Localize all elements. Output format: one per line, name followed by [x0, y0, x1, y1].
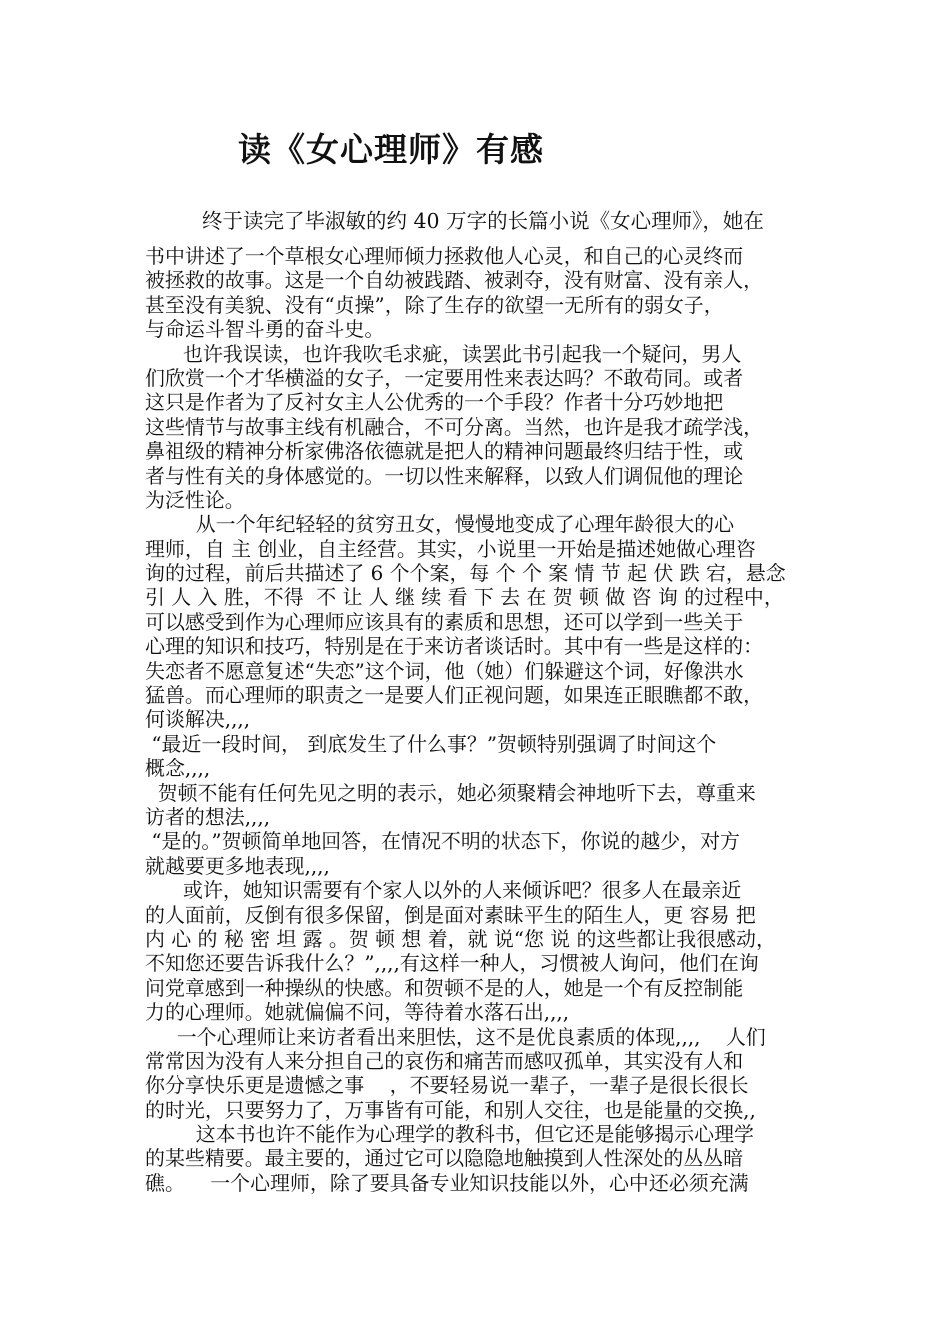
- text-line: 你分享快乐更是遗憾之事 ，不要轻易说一辈子，一辈子是很长很长: [145, 1073, 749, 1098]
- text-line: 者与性有关的身体感觉的。一切以性来解释，以致人们调侃他的理论: [145, 463, 744, 488]
- text-line: 这本书也许不能作为心理学的教科书，但它还是能够揭示心理学: [145, 1122, 754, 1147]
- text-line: 力的心理师。她就偏偏不问，等待着水落石出,,,,: [145, 1000, 570, 1025]
- text-line: 询的过程，前后共描述了 6 个个案，每 个 个 案 情 节 起 伏 跌 宕，悬念: [145, 561, 786, 586]
- text-line: 从一个年纪轻轻的贫穷丑女，慢慢地变成了心理年龄很大的心: [145, 512, 735, 537]
- text-line: 鼻祖级的精神分析家佛洛依德就是把人的精神问题最终归结于性，或: [145, 439, 744, 464]
- text-line: 贺顿不能有任何先见之明的表示，她必须聚精会神地听下去，尊重来: [145, 780, 756, 805]
- text-line: 们欣赏一个才华横溢的女子，一定要用性来表达吗？不敢苟同。或者: [145, 365, 744, 390]
- text-line: 的某些精要。最主要的，通过它可以隐隐地触摸到人性深处的丛丛暗: [145, 1146, 744, 1171]
- text-line: 的时光，只要努力了，万事皆有可能，和别人交往，也是能量的交换,,: [145, 1097, 756, 1122]
- intro-line: 终于读完了毕淑敏的约 40 万字的长篇小说《女心理师》，她在: [202, 209, 764, 233]
- text-line: 猛兽。而心理师的职责之一是要人们正视问题，如果连正眼瞧都不敢，: [145, 683, 764, 708]
- text-line: “最近一段时间， 到底发生了什么事？”贺顿特别强调了时间这个: [145, 731, 717, 756]
- text-line: 心理的知识和技巧，特别是在于来访者谈话时。其中有一些是这样的：: [145, 634, 764, 659]
- document-title: 读《女心理师》有感: [238, 130, 544, 169]
- text-line: 或许，她知识需要有个家人以外的人来倾诉吧？很多人在最亲近: [145, 878, 742, 903]
- text-line: 书中讲述了一个草根女心理师倾力拯救他人心灵，和自己的心灵终而: [145, 244, 744, 268]
- text-line: 失恋者不愿意复述“失恋”这个词，他（她）们躲避这个词，好像洪水: [145, 658, 744, 683]
- text-line: 概念,,,,: [145, 756, 211, 781]
- text-line: 不知您还要告诉我什么？”,,,,有这样一种人，习惯被人询问，他们在询: [145, 951, 759, 976]
- text-line: 访者的想法,,,,: [145, 804, 271, 829]
- text-line: 的人面前，反倒有很多保留，倒是面对素昧平生的陌生人，更 容易 把: [145, 902, 756, 927]
- text-line: 内 心 的 秘 密 坦 露 。贺 顿 想 着，就 说“您 说 的这些都让我很感动，: [145, 926, 776, 951]
- text-line: “是的。”贺顿简单地回答，在情况不明的状态下，你说的越少，对方: [145, 829, 740, 854]
- text-line: 问党章感到一种操纵的快感。和贺顿不是的人，她是一个有反控制能: [145, 975, 744, 1000]
- text-line: 常常因为没有人来分担自己的哀伤和痛苦而感叹孤单，其实没有人和: [145, 1048, 744, 1073]
- text-line: 与命运斗智斗勇的奋斗史。: [145, 317, 385, 342]
- text-line: 被拯救的故事。这是一个自幼被践踏、被剥夺，没有财富、没有亲人，: [145, 268, 764, 293]
- text-line: 理师，自 主 创业，自主经营。其实，小说里一开始是描述她做心理咨: [145, 536, 756, 561]
- text-line: 何谈解决,,,,: [145, 707, 251, 732]
- text-line: 甚至没有美貌、没有“贞操”，除了生存的欲望一无所有的弱女子，: [145, 292, 724, 317]
- text-line: 为泛性论。: [145, 487, 245, 512]
- text-line: 这只是作者为了反衬女主人公优秀的一个手段？作者十分巧妙地把: [145, 390, 724, 415]
- text-line: 引 人 入 胜，不得 不 让 人 继 续 看 下 去 在 贺 顿 做 咨 询 的过程中，: [145, 585, 784, 610]
- body-text: [145, 244, 815, 1195]
- text-line: 礁。 一个心理师，除了要具备专业知识技能以外，心中还必须充满: [145, 1170, 749, 1195]
- text-line: 一个心理师让来访者看出来胆怯，这不是优良素质的体现,,,, 人们: [145, 1024, 766, 1049]
- text-line: 可以感受到作为心理师应该具有的素质和思想，还可以学到一些关于: [145, 609, 744, 634]
- text-line: 这些情节与故事主线有机融合，不可分离。当然，也许是我才疏学浅，: [145, 414, 764, 439]
- text-line: 就越要更多地表现,,,,: [145, 853, 330, 878]
- text-line: 也许我误读，也许我吹毛求疵，读罢此书引起我一个疑问，男人: [145, 341, 742, 366]
